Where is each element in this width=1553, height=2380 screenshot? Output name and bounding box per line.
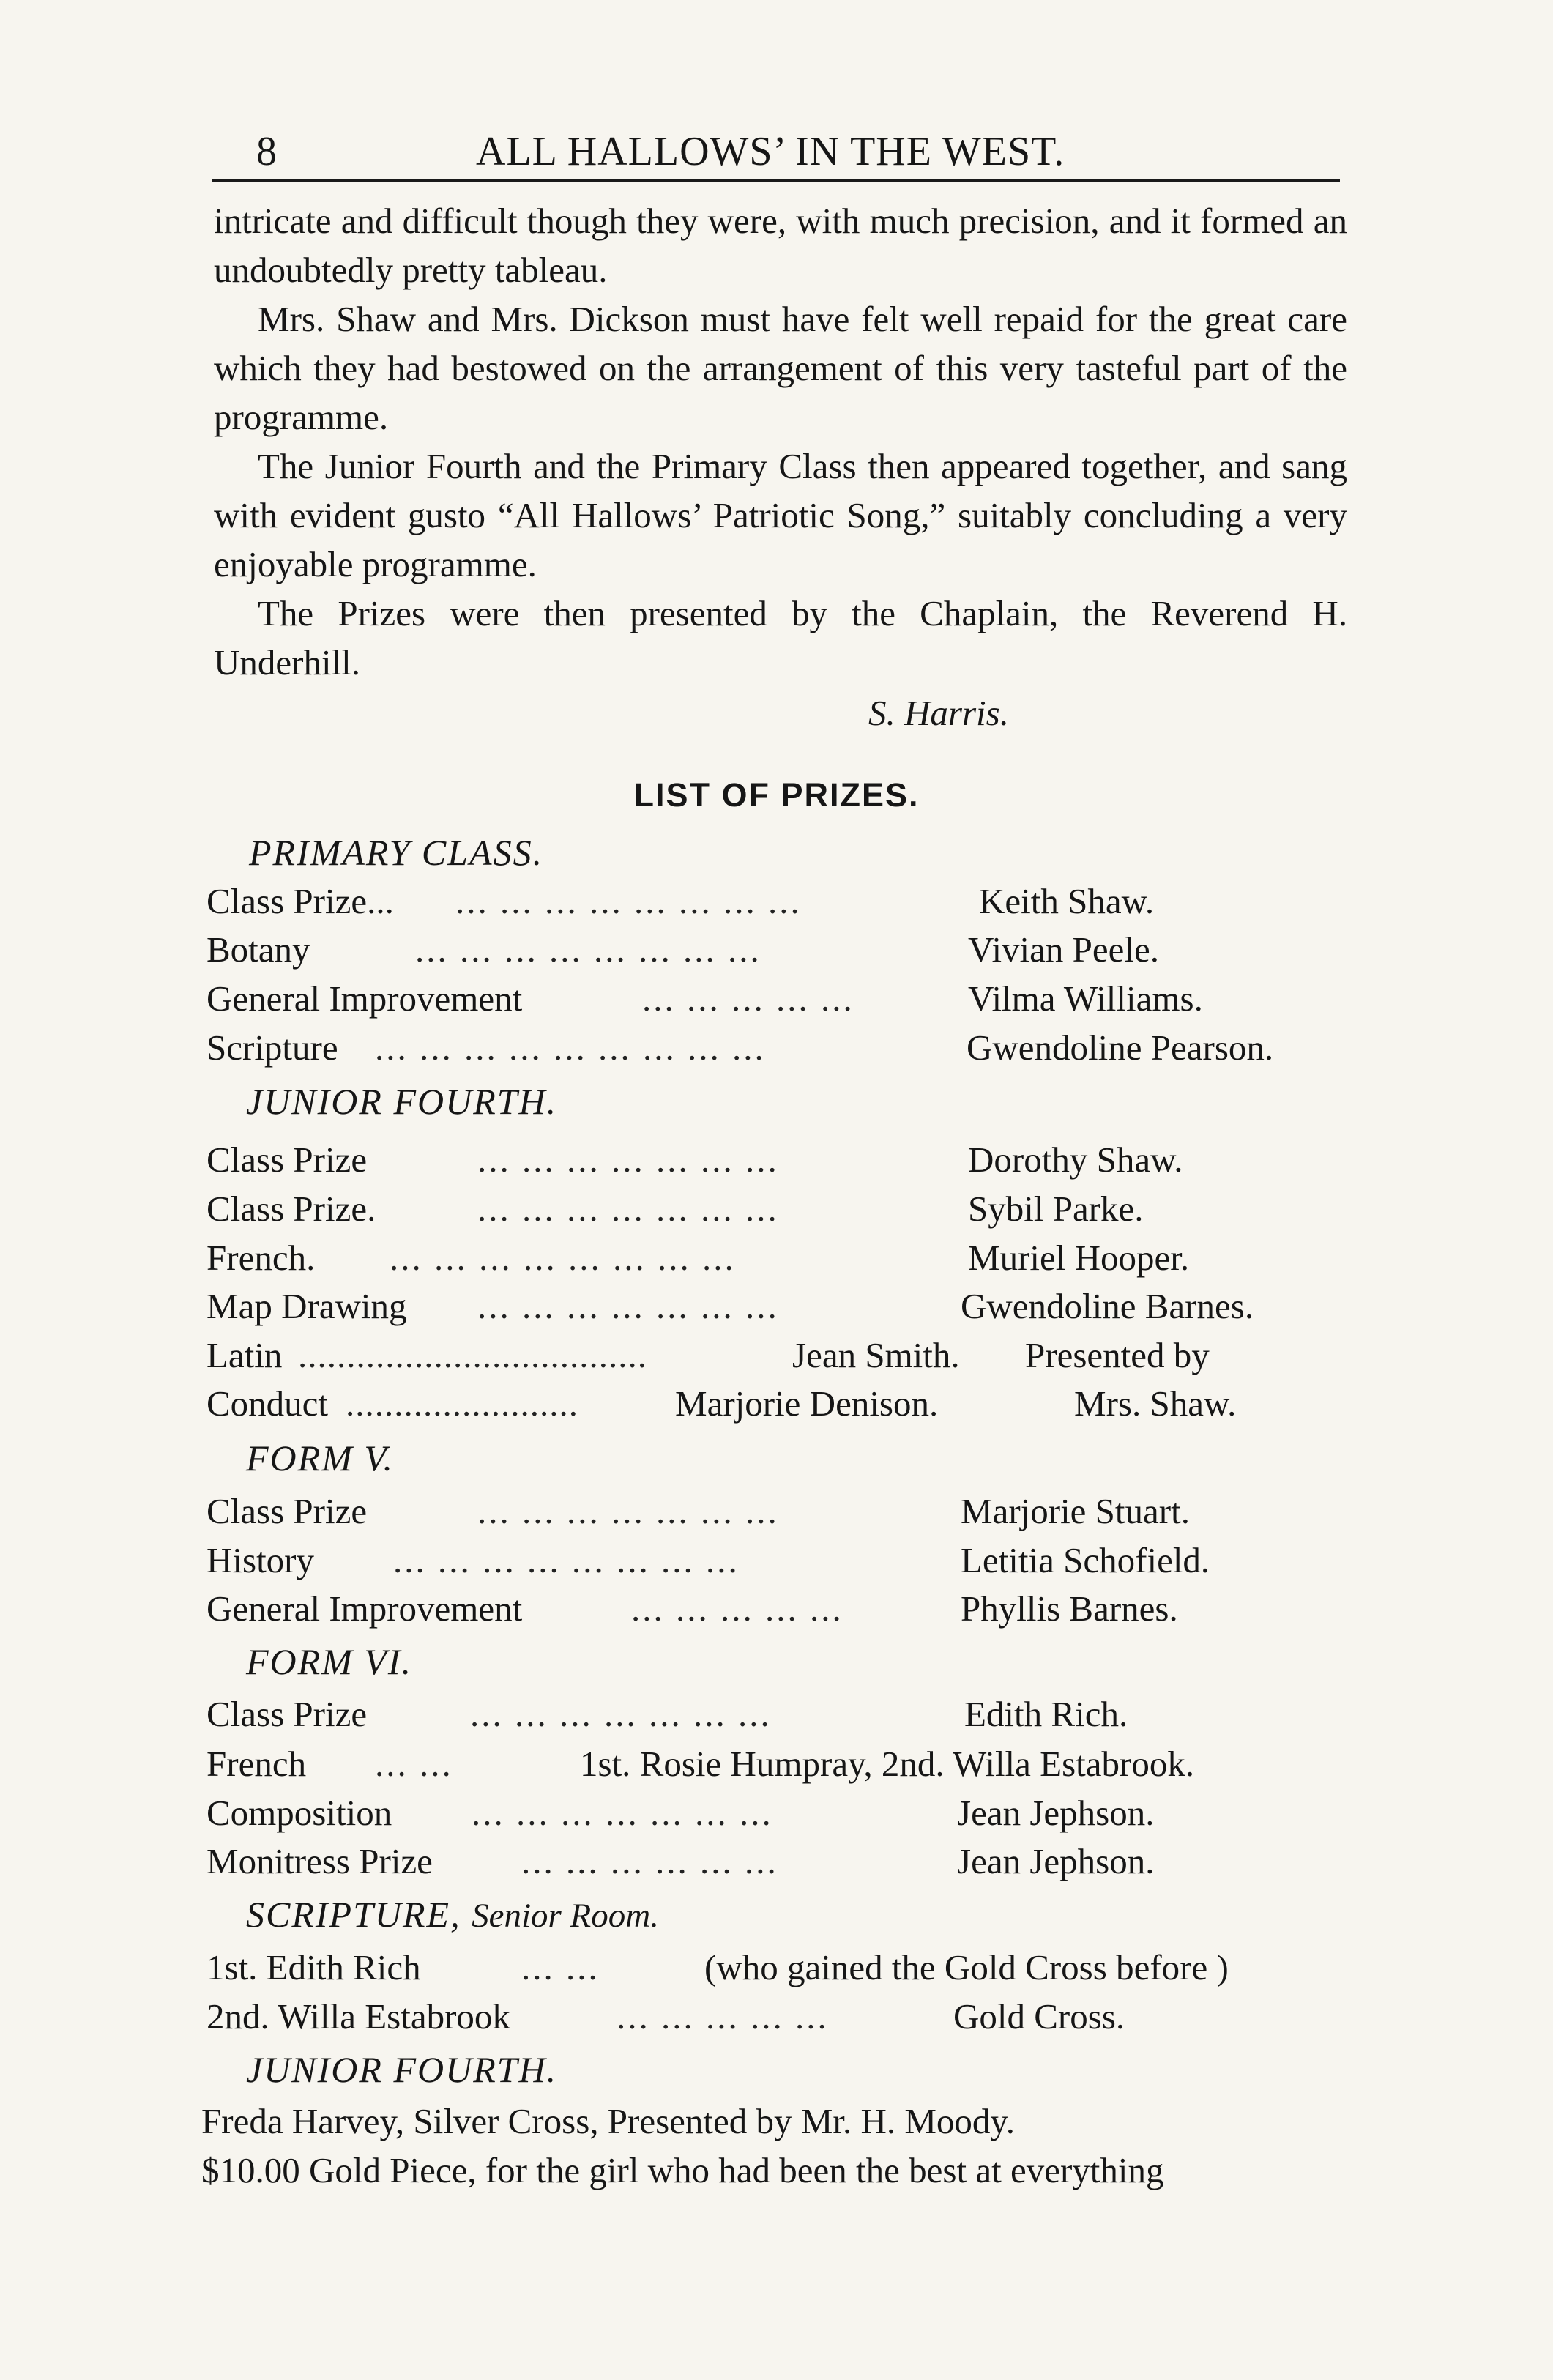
- prize-row: [206, 1792, 1349, 1840]
- prize-winner: Keith Shaw.: [979, 881, 1155, 921]
- prize-row: [206, 1027, 1349, 1075]
- award-line: Freda Harvey, Silver Cross, Presented by Mr. H. Moody.: [201, 2101, 1015, 2141]
- page-number: 8: [256, 129, 278, 174]
- report-text: [214, 196, 1347, 687]
- prize-winner: Jean Smith.: [792, 1335, 960, 1375]
- paragraph-3: The Junior Fourth and the Primary Class then appeared together, and sang with evident gusto “All Hallows’ Patriotic Song,” suitably concluding a very enjoyable programme.: [214, 446, 1347, 584]
- leader-dots: ... ... ... ... ... ... ... ... ...: [375, 1027, 766, 1068]
- prize-winner: Phyllis Barnes.: [961, 1588, 1178, 1629]
- prize-winner: Jean Jephson.: [957, 1793, 1155, 1833]
- section-junior-special-heading: JUNIOR FOURTH.: [246, 2049, 558, 2090]
- page-header: [212, 121, 1340, 182]
- prize-row: [206, 929, 1349, 977]
- prize-label: 1st. Edith Rich: [206, 1947, 421, 1987]
- running-title: ALL HALLOWS’ IN THE WEST.: [476, 129, 1065, 174]
- award-line: $10.00 Gold Piece, for the girl who had been the best at everything: [201, 2150, 1164, 2190]
- prize-winner: Gwendoline Pearson.: [967, 1027, 1274, 1068]
- prize-winner: Muriel Hooper.: [968, 1238, 1190, 1278]
- prize-winner: Gwendoline Barnes.: [961, 1286, 1254, 1326]
- prize-row: [206, 1946, 1349, 1995]
- leader-dots: ... ... ... ... ... ... ...: [477, 1189, 779, 1229]
- section-junior-heading: JUNIOR FOURTH.: [246, 1081, 558, 1122]
- leader-dots: ... ... ... ... ... ... ...: [477, 1286, 779, 1326]
- leader-dots: ... ...: [375, 1744, 453, 1784]
- leader-dots: ....................................: [298, 1335, 647, 1375]
- list-title: LIST OF PRIZES.: [633, 776, 920, 814]
- prize-label: Scripture: [206, 1027, 338, 1068]
- prize-row: [206, 1693, 1349, 1741]
- section-form6-heading: FORM VI.: [246, 1641, 413, 1682]
- leader-dots: ... ... ... ... ... ...: [521, 1841, 778, 1881]
- prize-row-conduct: [206, 1383, 1349, 1431]
- prize-winner: Letitia Schofield.: [961, 1540, 1210, 1580]
- section-scripture-heading: [246, 1893, 659, 1935]
- prize-label: 2nd. Willa Estabrook: [206, 1996, 510, 2037]
- prize-label: Composition: [206, 1793, 392, 1833]
- prize-row: [206, 1996, 1349, 2044]
- prize-label: French.: [206, 1238, 316, 1278]
- prize-winner: Marjorie Denison.: [675, 1383, 939, 1424]
- prize-label: General Improvement: [206, 1588, 523, 1629]
- presented-by-line: Mrs. Shaw.: [1074, 1383, 1237, 1424]
- prize-label: Class Prize: [206, 1491, 368, 1531]
- leader-dots: ... ... ... ... ... ... ...: [477, 1139, 779, 1180]
- prize-row: [206, 1490, 1349, 1539]
- prize-row: [206, 1285, 1349, 1334]
- prize-label: Class Prize: [206, 1694, 368, 1734]
- scripture-heading-main: SCRIPTURE,: [246, 1894, 461, 1935]
- leader-dots: ... ... ... ... ...: [617, 1996, 829, 2037]
- prize-row: [206, 1139, 1349, 1187]
- prize-winner: (who gained the Gold Cross before ): [704, 1947, 1229, 1987]
- signature: S. Harris.: [868, 693, 1009, 733]
- prize-label: Latin: [206, 1335, 283, 1375]
- leader-dots: ... ... ... ... ... ... ...: [472, 1793, 773, 1833]
- prize-label: Botany: [206, 929, 310, 970]
- prize-label: Conduct: [206, 1383, 329, 1424]
- prize-winner: Dorothy Shaw.: [968, 1139, 1183, 1180]
- prize-winner: Sybil Parke.: [968, 1189, 1144, 1229]
- prize-label: French: [206, 1744, 307, 1784]
- section-primary-heading: PRIMARY CLASS.: [249, 832, 544, 873]
- prize-row: [206, 880, 1349, 929]
- prize-row: [206, 978, 1349, 1026]
- prize-label: History: [206, 1540, 314, 1580]
- prize-winner: 1st. Rosie Humpray, 2nd. Willa Estabrook.: [580, 1744, 1195, 1784]
- prize-row: [206, 1237, 1349, 1285]
- paragraph-2: Mrs. Shaw and Mrs. Dickson must have felt well repaid for the great care which they had bestowed on the arrangement of this very tasteful part of the programme.: [214, 299, 1347, 437]
- prize-label: General Improvement: [206, 978, 523, 1019]
- prize-row: [206, 1188, 1349, 1236]
- leader-dots: ... ...: [521, 1947, 600, 1987]
- prize-winner: Edith Rich.: [964, 1694, 1128, 1734]
- prize-row: [206, 1588, 1349, 1636]
- prize-winner: Marjorie Stuart.: [961, 1491, 1190, 1531]
- leader-dots: ........................: [346, 1383, 578, 1424]
- prize-label: Monitress Prize: [206, 1841, 433, 1881]
- prize-label: Class Prize: [206, 1139, 368, 1180]
- leader-dots: ... ... ... ... ... ... ... ...: [390, 1238, 736, 1278]
- section-form5-heading: FORM V.: [246, 1438, 394, 1479]
- leader-dots: ... ... ... ... ... ... ...: [477, 1491, 779, 1531]
- leader-dots: ... ... ... ... ... ... ...: [470, 1694, 772, 1734]
- prize-label: Class Prize.: [206, 1189, 376, 1229]
- scripture-heading-sub: Senior Room.: [472, 1897, 659, 1935]
- paragraph-1: intricate and difficult though they were, with much precision, and it formed an undoubtedly pretty tableau.: [214, 201, 1347, 290]
- leader-dots: ... ... ... ... ...: [642, 978, 854, 1019]
- leader-dots: ... ... ... ... ... ... ... ...: [415, 929, 761, 970]
- prize-label: Class Prize...: [206, 881, 394, 921]
- prize-winner: Vilma Williams.: [968, 978, 1203, 1019]
- prize-row-latin: [206, 1334, 1349, 1383]
- prize-winner: Gold Cross.: [953, 1996, 1125, 2037]
- prize-row: [206, 1539, 1349, 1588]
- prize-label: Map Drawing: [206, 1286, 407, 1326]
- leader-dots: ... ... ... ... ... ... ... ...: [455, 881, 802, 921]
- prize-row: [206, 1743, 1349, 1791]
- prize-row: [206, 1840, 1349, 1889]
- paragraph-4: The Prizes were then presented by the Chaplain, the Reverend H. Underhill.: [214, 593, 1347, 683]
- leader-dots: ... ... ... ... ... ... ... ...: [393, 1540, 740, 1580]
- presented-by-line: Presented by: [1025, 1335, 1210, 1375]
- prize-winner: Vivian Peele.: [968, 929, 1160, 970]
- prize-winner: Jean Jephson.: [957, 1841, 1155, 1881]
- leader-dots: ... ... ... ... ...: [631, 1588, 843, 1629]
